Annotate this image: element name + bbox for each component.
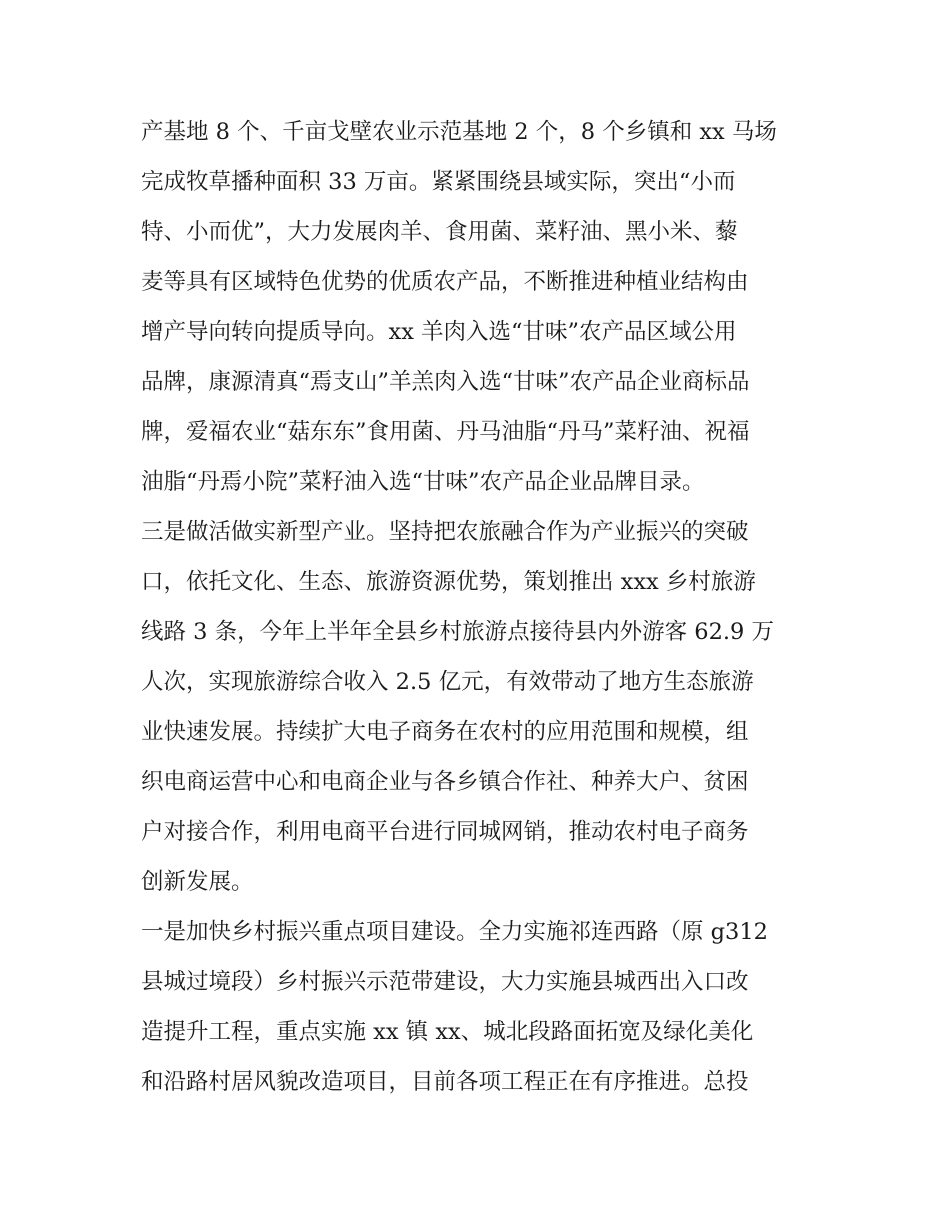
text-line-5: 增产导向转向提质导向。xx 羊肉入选“甘味”农产品区域公用: [141, 319, 737, 345]
text-line-18: 县城过境段）乡村振兴示范带建设，大力实施县城西出入口改: [141, 969, 749, 995]
text-line-20: 和沿路村居风貌改造项目，目前各项工程正在有序推进。总投: [141, 1069, 749, 1095]
text-line-17: 一是加快乡村振兴重点项目建设。全力实施祁连西路（原 g312: [141, 919, 769, 945]
text-line-14: 织电商运营中心和电商企业与各乡镇合作社、种养大户、贫困: [141, 769, 749, 795]
text-line-3: 特、小而优”，大力发展肉羊、食用菌、菜籽油、黑小米、藜: [141, 219, 738, 245]
text-line-12: 人次，实现旅游综合收入 2.5 亿元，有效带动了地方生态旅游: [141, 669, 754, 695]
text-line-16: 创新发展。: [141, 869, 254, 895]
text-line-11: 线路 3 条，今年上半年全县乡村旅游点接待县内外游客 62.9 万: [141, 619, 775, 645]
text-line-4: 麦等具有区域特色优势的优质农产品，不断推进种植业结构由: [141, 269, 749, 295]
text-line-9: 三是做活做实新型产业。坚持把农旅融合作为产业振兴的突破: [141, 519, 749, 545]
text-line-10: 口，依托文化、生态、旅游资源优势，策划推出 xxx 乡村旅游: [141, 569, 756, 595]
text-line-1: 产基地 8 个、千亩戈壁农业示范基地 2 个，8 个乡镇和 xx 马场: [141, 119, 777, 145]
text-line-13: 业快速发展。持续扩大电子商务在农村的应用范围和规模，组: [141, 719, 749, 745]
text-line-7: 牌，爱福农业“菇东东”食用菌、丹马油脂“丹马”菜籽油、祝福: [141, 419, 750, 445]
text-line-19: 造提升工程，重点实施 xx 镇 xx、城北段路面拓宽及绿化美化: [141, 1019, 754, 1045]
text-line-6: 品牌，康源清真“焉支山”羊羔肉入选“甘味”农产品企业商标品: [141, 369, 750, 395]
text-line-8: 油脂“丹焉小院”菜籽油入选“甘味”农产品企业品牌目录。: [141, 469, 705, 495]
text-line-15: 户对接合作，利用电商平台进行同城网销，推动农村电子商务: [141, 819, 749, 845]
text-line-2: 完成牧草播种面积 33 万亩。紧紧围绕县域实际，突出“小而: [141, 169, 736, 195]
